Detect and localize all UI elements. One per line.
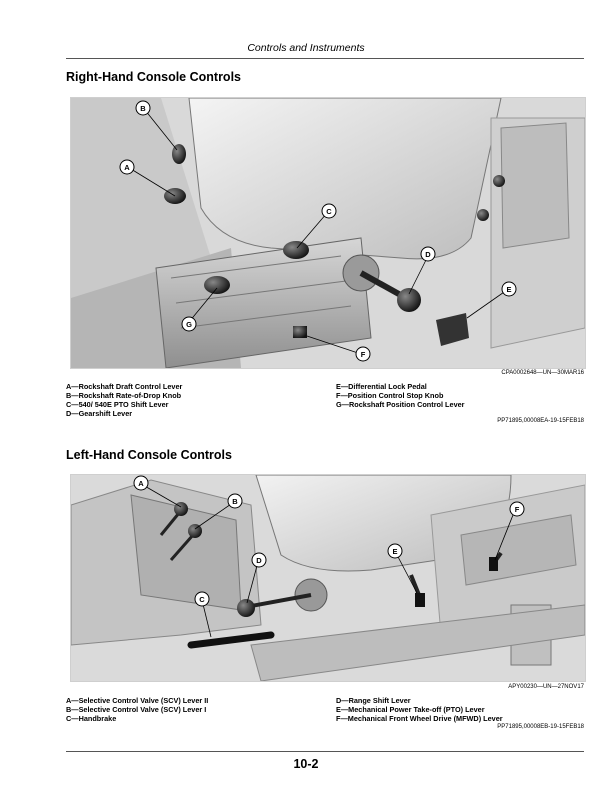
legend-item: F—Mechanical Front Wheel Drive (MFWD) Lever [336,714,503,723]
svg-text:F: F [360,350,366,359]
svg-text:B: B [232,497,238,506]
callout-e [388,544,402,558]
legend-item: E—Mechanical Power Take-off (PTO) Lever [336,705,485,714]
svg-text:D: D [256,556,262,565]
legend-item: G—Rockshaft Position Control Lever [336,400,465,409]
footer-rule [66,751,584,752]
callout-f [356,347,370,361]
legend-right-hand-right-column [336,382,465,409]
svg-text:F: F [514,505,520,514]
legend-item: D—Range Shift Lever [336,696,411,705]
svg-text:E: E [392,547,398,556]
callout-a [120,160,134,174]
legend-item: B—Rockshaft Rate-of-Drop Knob [66,391,182,400]
svg-text:A: A [124,163,130,172]
callout-e [502,282,516,296]
running-header: Controls and Instruments [247,42,365,54]
header-rule [66,58,584,59]
svg-text:A: A [138,479,144,488]
reference-code-left-hand: PP71895,00008EB-19-15FEB18 [497,724,584,730]
svg-text:C: C [326,207,332,216]
svg-text:D: D [425,250,431,259]
legend-left-hand-right-column [336,696,503,723]
callout-f [510,502,524,516]
callout-c [195,592,209,606]
reference-code-right-hand: PP71895,00008EA-19-15FEB18 [497,418,584,424]
legend-item: F—Position Control Stop Knob [336,391,444,400]
legend-right-hand-left-column [66,382,182,418]
svg-text:B: B [140,104,146,113]
legend-item: C—540/ 540E PTO Shift Lever [66,400,169,409]
svg-text:G: G [186,320,192,329]
callout-d [421,247,435,261]
figure-credit-left-hand: APY00230—UN—27NOV17 [508,684,584,690]
legend-item: B—Selective Control Valve (SCV) Lever I [66,705,207,714]
legend-left-hand-left-column [66,696,208,723]
legend-item: E—Differential Lock Pedal [336,382,427,391]
figure-credit-right-hand: CPA0002648—UN—30MAR16 [501,370,584,376]
legend-item: C—Handbrake [66,714,117,723]
legend-item: A—Selective Control Valve (SCV) Lever II [66,696,209,705]
callout-c [322,204,336,218]
callout-d [252,553,266,567]
figure-left-hand-console [70,474,586,682]
callout-b [228,494,242,508]
callout-a [134,476,148,490]
svg-text:C: C [199,595,205,604]
figure-right-hand-console [70,97,586,369]
section-title-left-hand: Left-Hand Console Controls [66,448,232,462]
section-title-right-hand: Right-Hand Console Controls [66,70,241,84]
svg-text:E: E [506,285,512,294]
legend-item: D—Gearshift Lever [66,409,133,418]
callout-b [136,101,150,115]
page-number: 10-2 [293,757,319,771]
callout-g [182,317,196,331]
legend-item: A—Rockshaft Draft Control Lever [66,382,183,391]
